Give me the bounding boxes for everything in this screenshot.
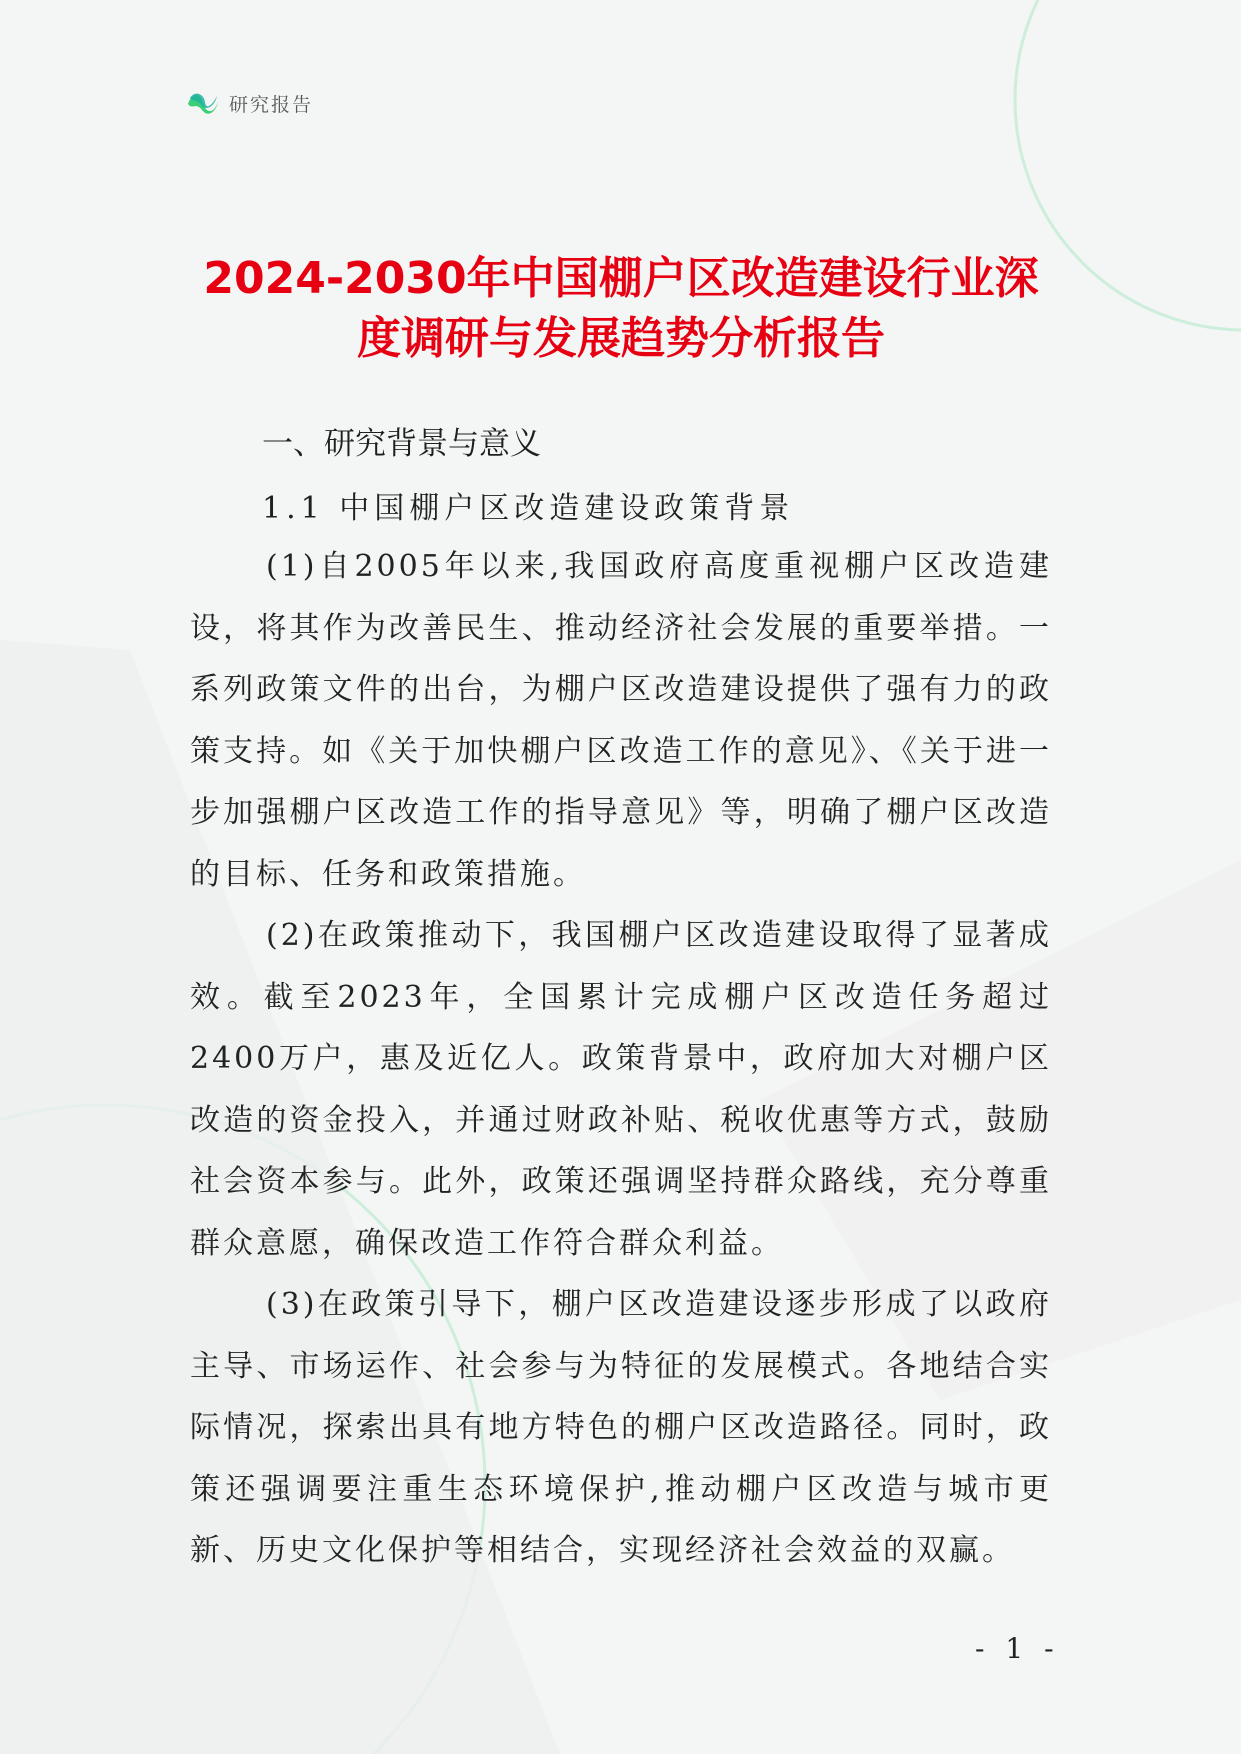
report-header xyxy=(186,88,313,118)
paragraph-1: (1)自2005年以来,我国政府高度重视棚户区改造建设，将其作为改善民生、推动经济社会发展的重要举措。一系列政策文件的出台，为棚户区改造建设提供了强有力的政策支持。如《关于加快棚户区改造工作的意见》、《关于进一步加强棚户区改造工作的指导意见》等，明确了棚户区改造的目标、任务和政策措施。 xyxy=(190,549,1052,892)
report-title: 2024-2030年中国棚户区改造建设行业深度调研与发展趋势分析报告 xyxy=(203,253,1039,365)
section-heading: 一、研究背景与意义 xyxy=(262,426,541,462)
body-text xyxy=(190,536,1052,1582)
page-number: - 1 - xyxy=(975,1632,1060,1665)
paragraph-3: (3)在政策引导下，棚户区改造建设逐步形成了以政府主导、市场运作、社会参与为特征的发展模式。各地结合实际情况，探索出具有地方特色的棚户区改造路径。同时，政策还强调要注重生态环境保护,推动棚户区改造与城市更新、历史文化保护等相结合，实现经济社会效益的双赢。 xyxy=(190,1287,1052,1568)
paragraph-2: (2)在政策推动下，我国棚户区改造建设取得了显著成效。截至2023年，全国累计完成棚户区改造任务超过2400万户，惠及近亿人。政策背景中，政府加大对棚户区改造的资金投入，并通过财政补贴、税收优惠等方式，鼓励社会资本参与。此外，政策还强调坚持群众路线，充分尊重群众意愿，确保改造工作符合群众利益。 xyxy=(190,918,1052,1261)
brand-logo-icon xyxy=(186,88,220,118)
header-label: 研究报告 xyxy=(229,93,314,116)
subsection-heading: 1.1 中国棚户区改造建设政策背景 xyxy=(262,491,795,526)
